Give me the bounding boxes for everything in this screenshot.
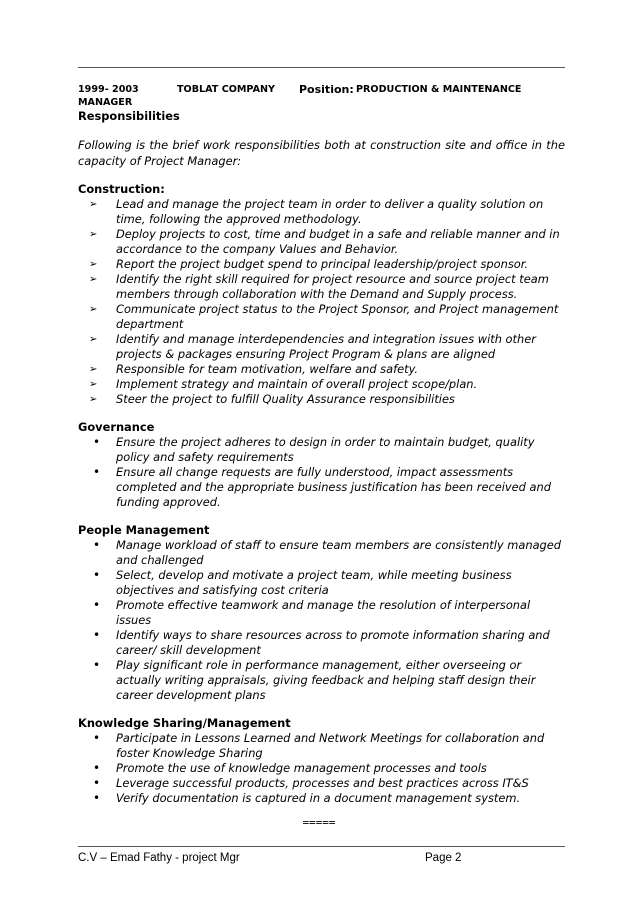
list-item bbox=[78, 776, 565, 791]
section-list bbox=[78, 538, 565, 703]
page-content bbox=[78, 83, 565, 806]
responsibilities-heading: Responsibilities bbox=[78, 109, 180, 123]
list-item-text: Leverage successful products, processes and best practices across IT&S bbox=[116, 776, 529, 790]
bullet-dot-icon: • bbox=[93, 761, 101, 775]
section-list bbox=[78, 197, 565, 407]
job-period: 1999- 2003 bbox=[78, 84, 139, 95]
list-item-text: Ensure the project adheres to design in order to maintain budget, quality policy and safety requirements bbox=[116, 435, 535, 464]
list-item-text: Verify documentation is captured in a document management system. bbox=[116, 791, 521, 805]
section-title: Construction: bbox=[78, 182, 165, 196]
position-value-cont: MANAGER bbox=[78, 97, 133, 108]
list-item bbox=[78, 465, 565, 510]
list-item-text: Play significant role in performance management, either overseeing or actually writing appraisals, giving feedback and helping staff design their career development plans bbox=[116, 658, 536, 702]
bullet-dot-icon: • bbox=[93, 598, 101, 612]
bullet-dot-icon: • bbox=[93, 628, 101, 642]
footer-page-number: Page 2 bbox=[425, 852, 462, 864]
list-item bbox=[78, 761, 565, 776]
bullet-arrow-icon: ➢ bbox=[89, 379, 98, 390]
list-item bbox=[78, 377, 565, 392]
list-item-text: Select, develop and motivate a project team, while meeting business objectives and satisfying cost criteria bbox=[116, 568, 512, 597]
bullet-dot-icon: • bbox=[93, 791, 101, 805]
list-item bbox=[78, 658, 565, 703]
list-item bbox=[78, 257, 565, 272]
list-item bbox=[78, 197, 565, 227]
footer-left: C.V – Emad Fathy - project Mgr bbox=[78, 852, 240, 864]
bullet-arrow-icon: ➢ bbox=[89, 259, 98, 270]
list-item bbox=[78, 392, 565, 407]
section-title: People Management bbox=[78, 523, 210, 537]
list-item bbox=[78, 628, 565, 658]
list-item bbox=[78, 791, 565, 806]
bottom-rule bbox=[78, 846, 565, 847]
bullet-arrow-icon: ➢ bbox=[89, 334, 98, 345]
bullet-arrow-icon: ➢ bbox=[89, 364, 98, 375]
bullet-dot-icon: • bbox=[93, 538, 101, 552]
bullet-dot-icon: • bbox=[93, 776, 101, 790]
bullet-arrow-icon: ➢ bbox=[89, 229, 98, 240]
list-item-text: Identify the right skill required for project resource and source project team members through collaboration with the Demand and Supply process. bbox=[116, 272, 549, 301]
position-label: Position: bbox=[299, 83, 354, 96]
section-list bbox=[78, 435, 565, 510]
bullet-dot-icon: • bbox=[93, 465, 101, 479]
list-item-text: Lead and manage the project team in order to deliver a quality solution on time, following the approved methodology. bbox=[116, 197, 544, 226]
bullet-dot-icon: • bbox=[93, 435, 101, 449]
bullet-dot-icon: • bbox=[93, 731, 101, 745]
list-item-text: Communicate project status to the Project Sponsor, and Project management department bbox=[116, 302, 559, 331]
bullet-dot-icon: • bbox=[93, 658, 101, 672]
list-item-text: Report the project budget spend to principal leadership/project sponsor. bbox=[116, 257, 529, 271]
list-item-text: Steer the project to fulfill Quality Assurance responsibilities bbox=[116, 392, 455, 406]
list-item bbox=[78, 538, 565, 568]
separator: ===== bbox=[302, 816, 336, 829]
bullet-dot-icon: • bbox=[93, 568, 101, 582]
section-title: Knowledge Sharing/Management bbox=[78, 716, 291, 730]
section-title: Governance bbox=[78, 420, 155, 434]
job-header bbox=[78, 83, 565, 96]
list-item bbox=[78, 362, 565, 377]
top-rule bbox=[78, 67, 565, 68]
list-item-text: Deploy projects to cost, time and budget in a safe and reliable manner and in accordance to the company Values and Behavior. bbox=[116, 227, 560, 256]
bullet-arrow-icon: ➢ bbox=[89, 394, 98, 405]
position-value: PRODUCTION & MAINTENANCE bbox=[356, 84, 522, 95]
list-item bbox=[78, 227, 565, 257]
list-item-text: Promote the use of knowledge management processes and tools bbox=[116, 761, 487, 775]
section-list bbox=[78, 731, 565, 806]
list-item bbox=[78, 598, 565, 628]
bullet-arrow-icon: ➢ bbox=[89, 274, 98, 285]
list-item-text: Manage workload of staff to ensure team members are consistently managed and challenged bbox=[116, 538, 562, 567]
list-item bbox=[78, 302, 565, 332]
list-item bbox=[78, 731, 565, 761]
list-item-text: Promote effective teamwork and manage the resolution of interpersonal issues bbox=[116, 598, 531, 627]
list-item bbox=[78, 272, 565, 302]
bullet-arrow-icon: ➢ bbox=[89, 304, 98, 315]
list-item bbox=[78, 435, 565, 465]
job-company: TOBLAT COMPANY bbox=[177, 84, 275, 95]
list-item-text: Responsible for team motivation, welfare and safety. bbox=[116, 362, 419, 376]
list-item-text: Participate in Lessons Learned and Network Meetings for collaboration and foster Knowledge Sharing bbox=[116, 731, 545, 760]
list-item-text: Implement strategy and maintain of overall project scope/plan. bbox=[116, 377, 478, 391]
list-item-text: Identify ways to share resources across to promote information sharing and career/ skill development bbox=[116, 628, 550, 657]
list-item-text: Identify and manage interdependencies and integration issues with other projects & packages ensuring Project Program & plans are aligned bbox=[116, 332, 536, 361]
list-item bbox=[78, 332, 565, 362]
intro-paragraph: Following is the brief work responsibilities both at construction site and office in the capacity of Project Manager: bbox=[78, 138, 565, 168]
bullet-arrow-icon: ➢ bbox=[89, 199, 98, 210]
list-item-text: Ensure all change requests are fully understood, impact assessments completed and the appropriate business justification has been received and funding approved. bbox=[116, 465, 551, 509]
sections bbox=[78, 182, 565, 806]
list-item bbox=[78, 568, 565, 598]
